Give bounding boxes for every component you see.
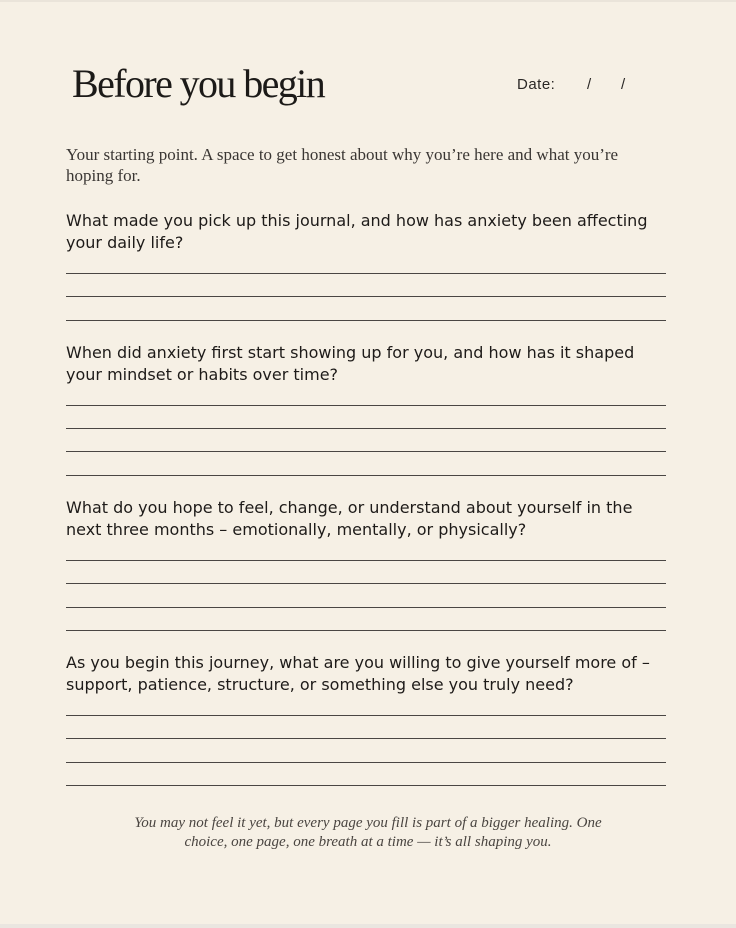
prompt-4-answer-line[interactable] [66,762,666,763]
prompt-3-answer-line[interactable] [66,560,666,561]
prompt-2-answer-line[interactable] [66,475,666,476]
prompt-1-question: What made you pick up this journal, and how has anxiety been affecting your daily life? [66,211,648,252]
intro-text: Your starting point. A space to get honest about why you’re here and what you’re hoping for. [66,145,619,185]
prompt-3-answer-line[interactable] [66,630,666,631]
date-field [517,76,626,94]
date-separator-1: / [587,76,592,93]
prompt-1-answer-line[interactable] [66,296,666,297]
prompt-3-question: What do you hope to feel, change, or understand about yourself in the next three months – emotionally, mentally, or physically? [66,498,633,539]
prompt-4-answer-line[interactable] [66,738,666,739]
prompt-4-question: As you begin this journey, what are you willing to give yourself more of – support, patience, structure, or something else you truly need? [66,653,650,694]
prompt-1-answer-line[interactable] [66,320,666,321]
prompt-1-answer-line[interactable] [66,273,666,274]
prompt-4-answer-line[interactable] [66,785,666,786]
date-separator-2: / [621,76,626,93]
prompt-4-answer-line[interactable] [66,715,666,716]
prompt-2-question: When did anxiety first start showing up for you, and how has it shaped your mindset or habits over time? [66,343,635,384]
prompt-3-answer-line[interactable] [66,583,666,584]
footer-quote: You may not feel it yet, but every page you fill is part of a bigger healing. One choice, one page, one breath at a time — it’s all shaping you. [134,815,602,850]
prompt-3-answer-line[interactable] [66,607,666,608]
bottom-divider [0,924,736,928]
prompt-2-answer-line[interactable] [66,451,666,452]
page-title: Before you begin [72,61,325,106]
date-label: Date: [517,76,556,93]
prompt-2-answer-line[interactable] [66,405,666,406]
prompt-2-answer-line[interactable] [66,428,666,429]
top-divider [0,0,736,2]
